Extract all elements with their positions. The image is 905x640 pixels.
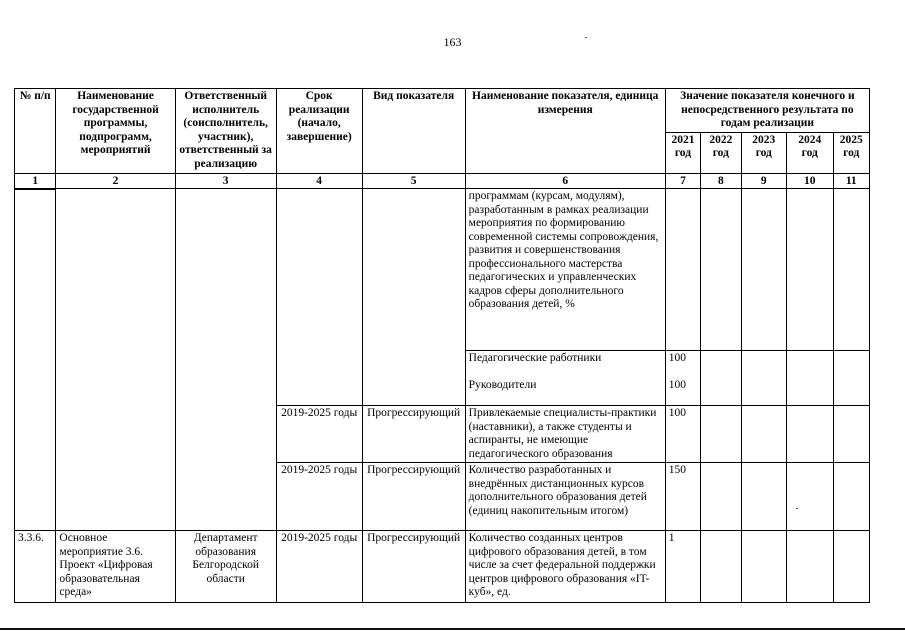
cell-value-2021: 150 xyxy=(665,463,700,531)
cell-no: 3.3.6. xyxy=(15,531,56,603)
cell-value-2022 xyxy=(701,531,741,603)
cell-executor: Департамент образования Белгородской области xyxy=(175,531,276,603)
scan-edge-line xyxy=(0,628,905,630)
indicator-pedagogues: Педагогические работники xyxy=(468,352,602,364)
column-number: 1 xyxy=(15,173,56,189)
value-managers: 100 xyxy=(668,378,687,391)
value-pedagogues: 100 xyxy=(668,352,687,364)
cell-value-2023 xyxy=(741,406,786,463)
indicators-table xyxy=(14,88,870,603)
header-col-name: Наименование государственной программы, подпрограмм, мероприятий xyxy=(56,89,175,174)
indicator-managers: Руководители xyxy=(468,378,537,391)
cell-value-2024 xyxy=(787,406,833,463)
column-number: 6 xyxy=(465,173,665,189)
cell-value-2025 xyxy=(833,189,870,351)
cell-value-2025 xyxy=(833,351,870,406)
header-col-values-group: Значение показателя конечного и непосредственного результата по годам реализации xyxy=(665,89,869,133)
header-col-indicator-type: Вид показателя xyxy=(362,89,465,174)
column-number: 10 xyxy=(787,173,833,189)
cell-name xyxy=(56,189,175,531)
column-number: 5 xyxy=(362,173,465,189)
cell-value-2025 xyxy=(833,463,870,531)
cell-value-2022 xyxy=(701,463,741,531)
cell-value-2021: 1 xyxy=(665,531,700,603)
cell-value-2023 xyxy=(741,189,786,351)
cell-value-2022 xyxy=(701,189,741,351)
cell-no xyxy=(15,189,56,531)
table-header-row xyxy=(15,89,870,133)
cell-value-2025 xyxy=(833,531,870,603)
header-year-2024: 2024 год xyxy=(787,132,833,173)
header-year-2025: 2025 год xyxy=(833,132,870,173)
cell-term: 2019-2025 годы xyxy=(276,406,362,463)
cell-executor xyxy=(175,189,276,531)
cell-value-2022 xyxy=(701,406,741,463)
column-number: 3 xyxy=(175,173,276,189)
scan-speck xyxy=(585,37,587,38)
cell-value-2024 xyxy=(787,189,833,351)
cell-term xyxy=(276,189,362,406)
table-row xyxy=(15,531,870,603)
cell-indicator-type xyxy=(362,189,465,406)
cell-value-2021: 100 xyxy=(665,406,700,463)
header-year-2023: 2023 год xyxy=(741,132,786,173)
cell-value-2025 xyxy=(833,406,870,463)
cell-name: Основное мероприятие 3.6. Проект «Цифровая образовательная среда» xyxy=(56,531,175,603)
header-col-executor: Ответственный исполнитель (соисполнитель, участник), ответственный за реализацию xyxy=(175,89,276,174)
column-number: 11 xyxy=(833,173,870,189)
page-number: 163 xyxy=(443,35,462,49)
cell-indicator-name: Количество созданных центров цифрового образования детей, в том числе за счет федеральной поддержки центров цифрового образования «IT-куб», ед. xyxy=(465,531,665,603)
column-numbers-row xyxy=(15,173,870,189)
cell-term: 2019-2025 годы xyxy=(276,463,362,531)
cell-value-2023 xyxy=(741,531,786,603)
column-number: 4 xyxy=(276,173,362,189)
table-row xyxy=(15,189,870,351)
cell-value-2021 xyxy=(665,189,700,351)
header-col-term: Срок реализации (начало, завершение) xyxy=(276,89,362,174)
column-number: 2 xyxy=(56,173,175,189)
cell-indicator-type: Прогрессирующий xyxy=(362,406,465,463)
column-number: 8 xyxy=(701,173,741,189)
cell-value-2024 xyxy=(787,531,833,603)
cell-value-2024 xyxy=(787,351,833,406)
cell-value-2022 xyxy=(701,351,741,406)
header-year-2022: 2022 год xyxy=(701,132,741,173)
cell-indicator-name: Привлекаемые специалисты-практики (наставники), а также студенты и аспиранты, не имеющие педагогического образования xyxy=(465,406,665,463)
header-col-no: № п/п xyxy=(15,89,56,174)
column-number: 7 xyxy=(665,173,700,189)
cell-term: 2019-2025 годы xyxy=(276,531,362,603)
cell-indicator-name xyxy=(465,351,665,406)
cell-value-2023 xyxy=(741,463,786,531)
column-number: 9 xyxy=(741,173,786,189)
cell-indicator-type: Прогрессирующий xyxy=(362,463,465,531)
scan-speck xyxy=(796,508,798,509)
cell-value-2021 xyxy=(665,351,700,406)
cell-value-2024 xyxy=(787,463,833,531)
cell-indicator-name: программам (курсам, модулям), разработанным в рамках реализации мероприятия по формированию современной системы сопровождения, развития и совершенствования профессионального мастерства педагогических и управленческих кадров сферы дополнительного образования детей, % xyxy=(465,189,665,351)
cell-indicator-name: Количество разработанных и внедрённых дистанционных курсов дополнительного образования детей (единиц накопительным итогом) xyxy=(465,463,665,531)
cell-value-2023 xyxy=(741,351,786,406)
header-year-2021: 2021 год xyxy=(665,132,700,173)
header-col-indicator-name: Наименование показателя, единица измерения xyxy=(465,89,665,174)
cell-indicator-type: Прогрессирующий xyxy=(362,531,465,603)
